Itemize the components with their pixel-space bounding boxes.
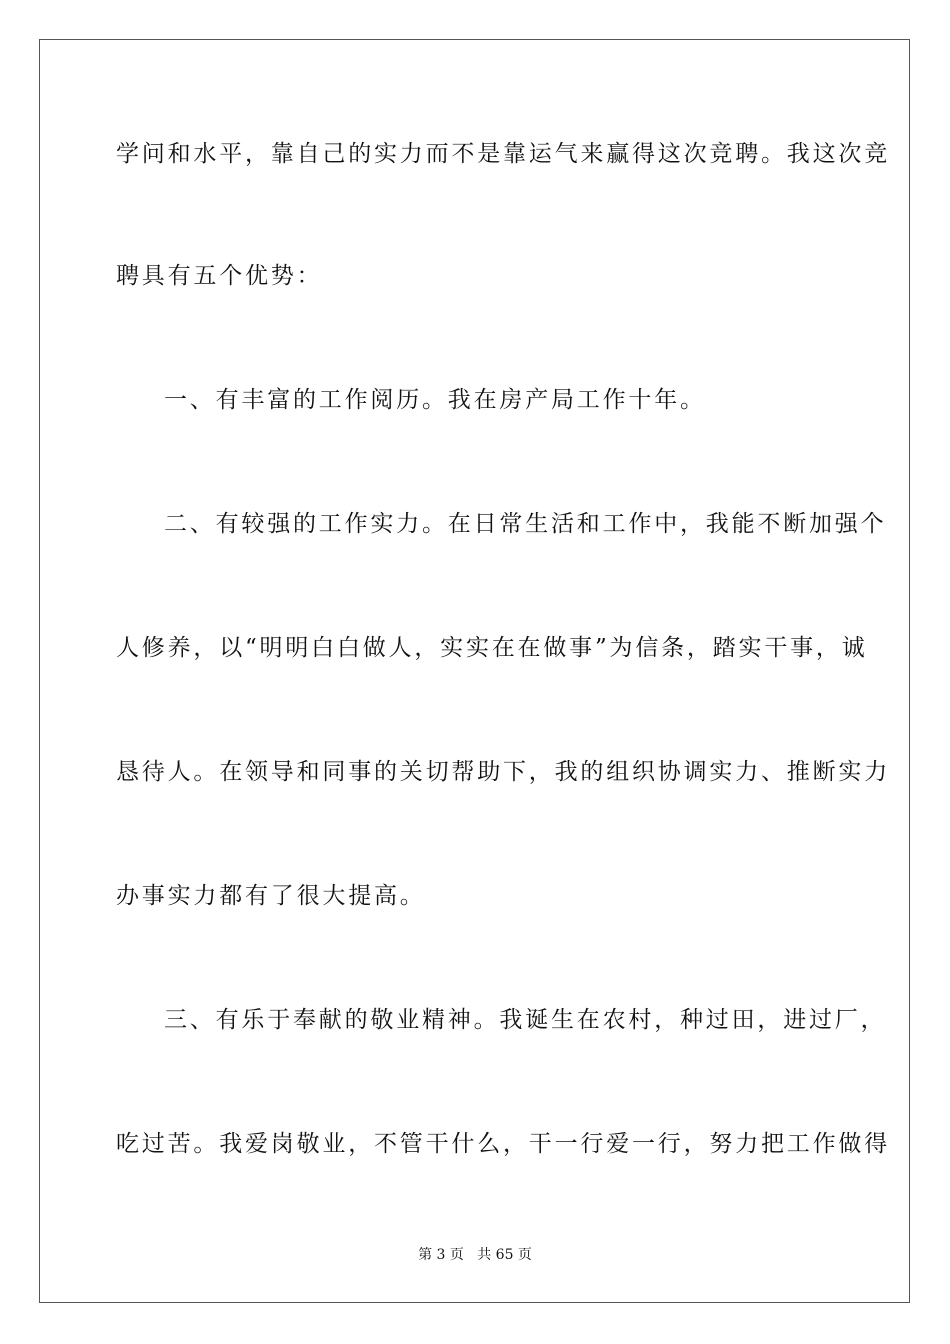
paragraph-line: 二、有较强的工作实力。在日常生活和工作中，我能不断加强个: [164, 511, 887, 537]
paragraph-line: 一、有丰富的工作阅历。我在房产局工作十年。: [164, 387, 706, 413]
paragraph-line: 三、有乐于奉献的敬业精神。我诞生在农村，种过田，进过厂，: [164, 1007, 887, 1033]
paragraph-line: 办事实力都有了很大提高。: [116, 883, 426, 909]
paragraph-line: 学问和水平，靠自己的实力而不是靠运气来赢得这次竞聘。我这次竞: [116, 141, 890, 167]
page-border: [39, 39, 910, 1303]
paragraph-line: 吃过苦。我爱岗敬业，不管干什么，干一行爱一行，努力把工作做得: [116, 1131, 890, 1157]
paragraph-line: 聘具有五个优势：: [116, 263, 323, 289]
paragraph-line: 人修养，以“明明白白做人，实实在在做事”为信条，踏实干事，诚: [116, 635, 868, 661]
page-number-footer: 第 3 页 共 65 页: [418, 1247, 532, 1263]
paragraph-line: 恳待人。在领导和同事的关切帮助下，我的组织协调实力、推断实力: [116, 759, 890, 785]
